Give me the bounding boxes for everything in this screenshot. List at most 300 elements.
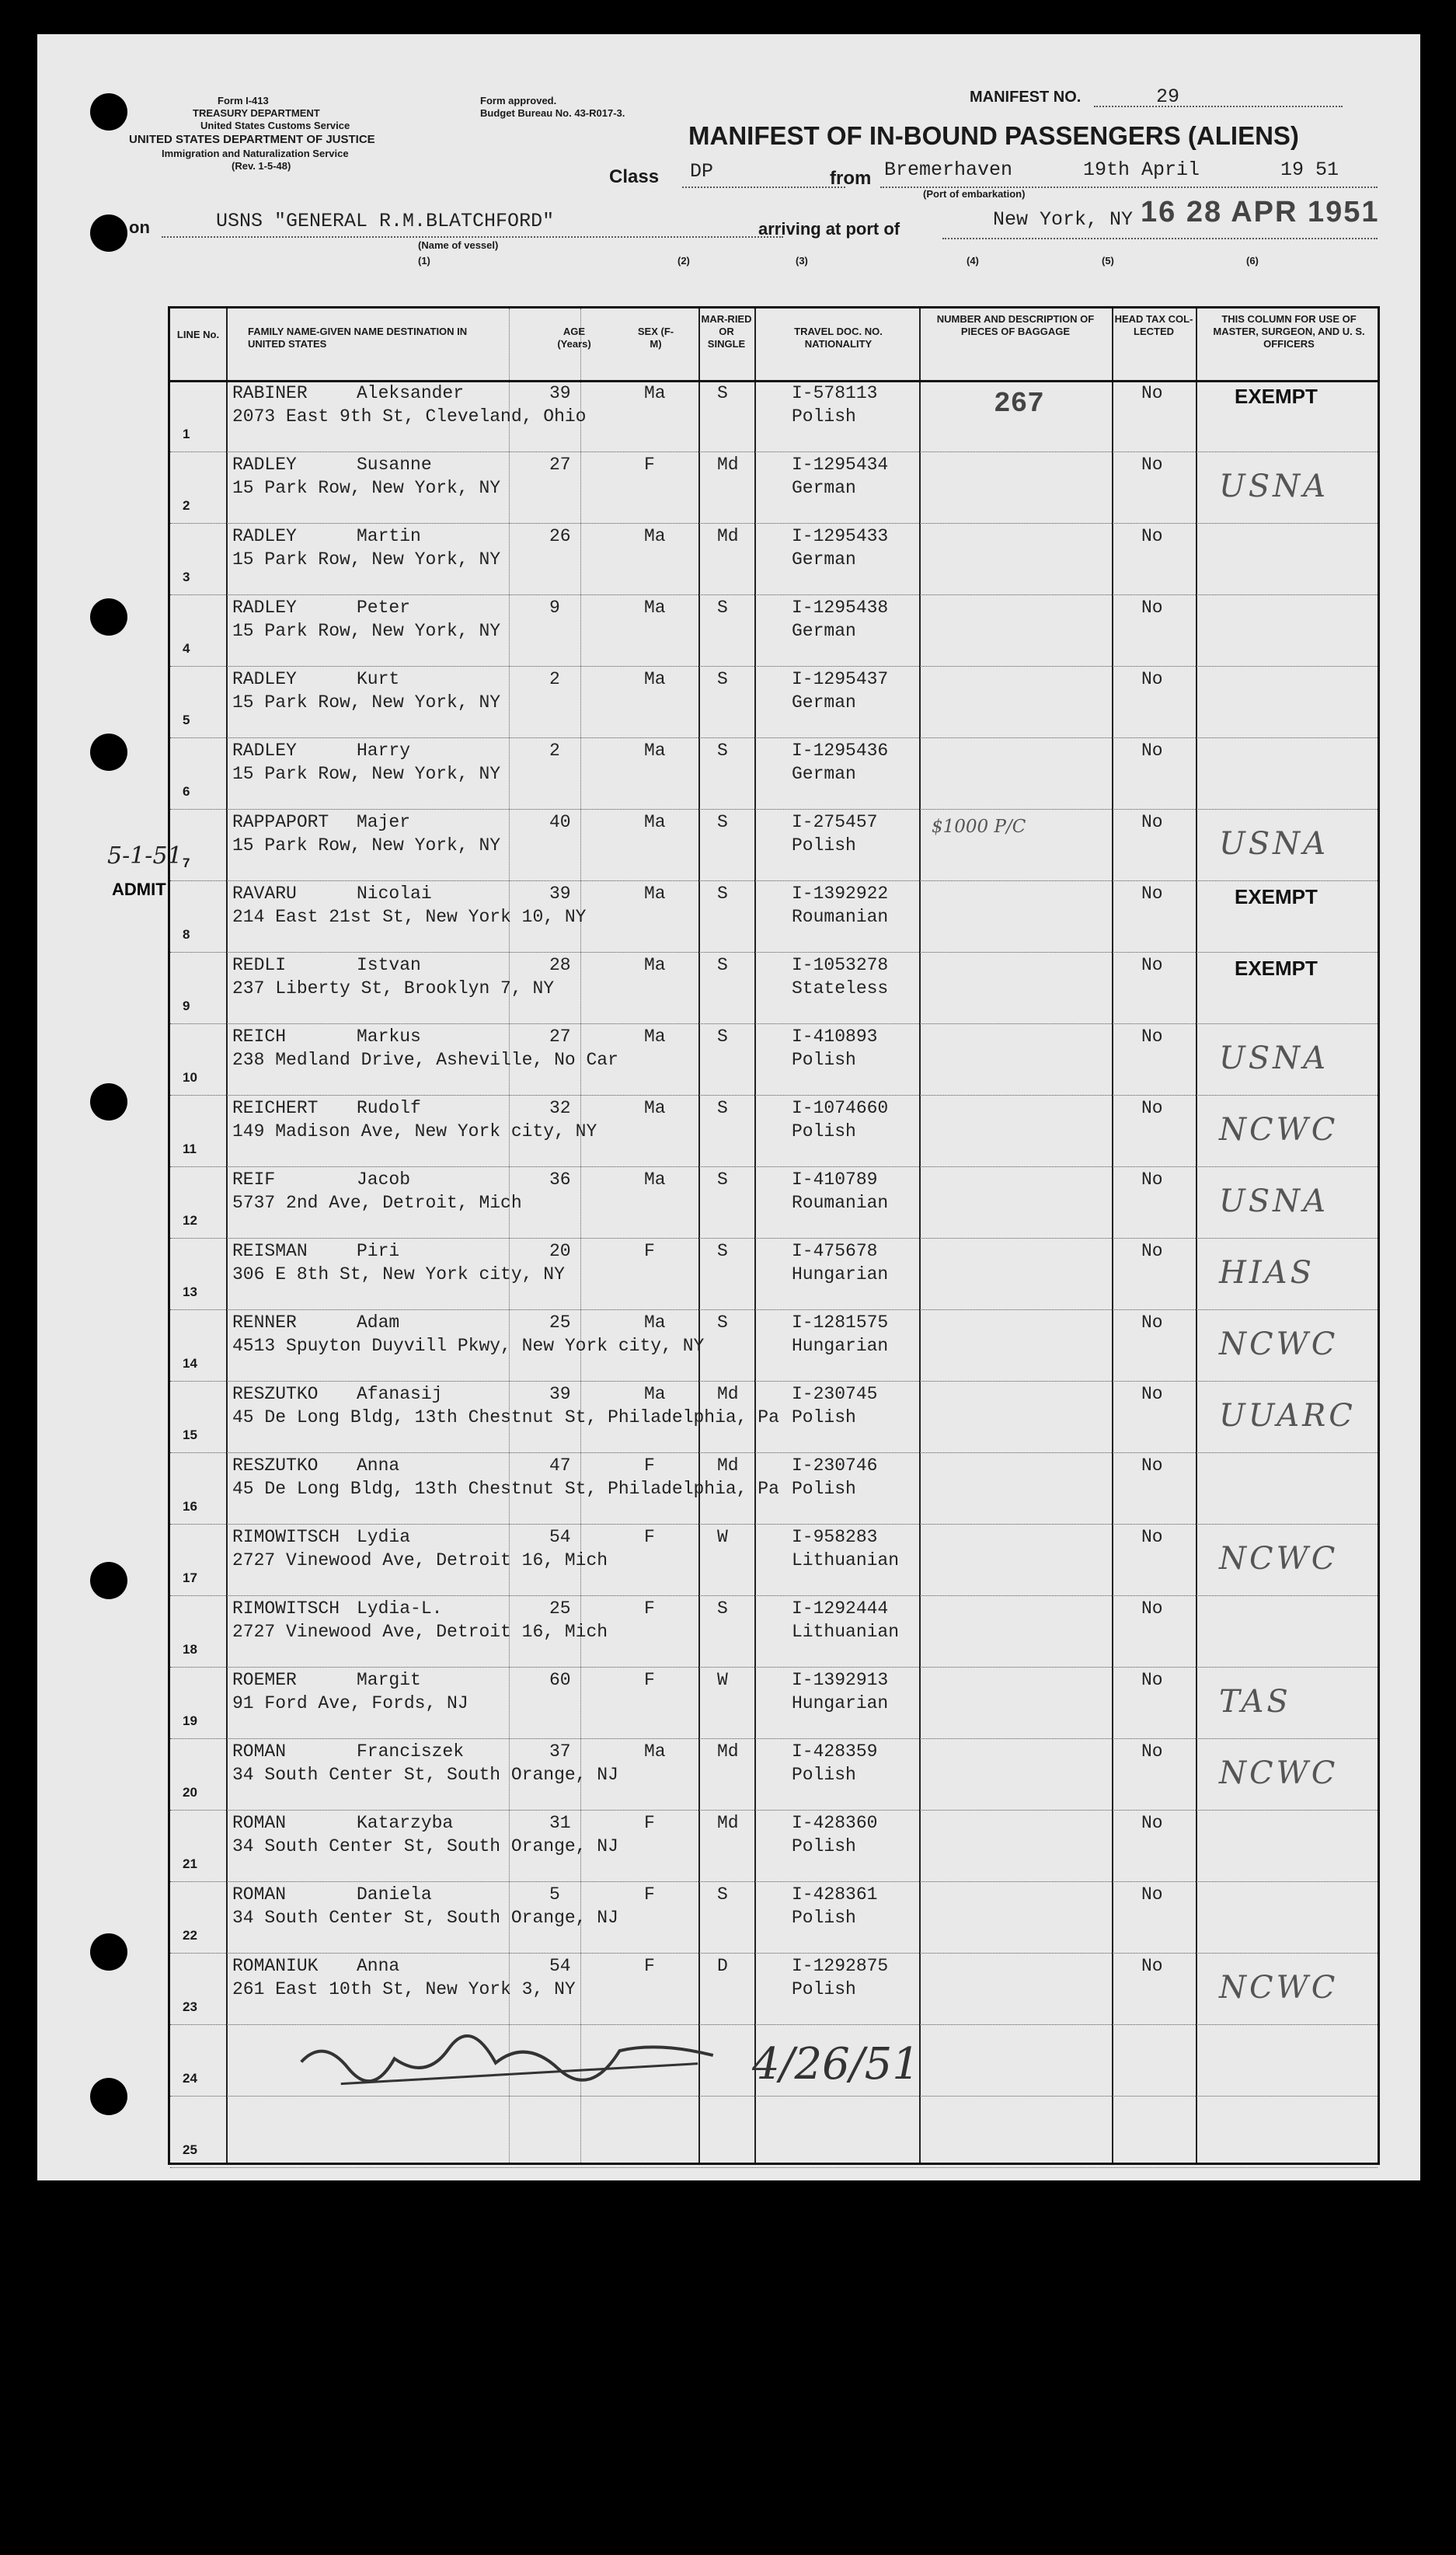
given-name: Susanne (357, 455, 432, 475)
table-row (170, 1095, 1378, 1166)
marital-status: S (717, 1027, 728, 1047)
nationality: Polish (792, 1407, 856, 1427)
table-row (170, 594, 1378, 666)
head-tax: No (1141, 526, 1163, 546)
sex: F (644, 1670, 655, 1690)
age: 2 (549, 741, 560, 761)
family-name: ROEMER (232, 1670, 297, 1690)
officer-annotation: EXEMPT (1235, 385, 1318, 408)
nationality: Stateless (792, 978, 889, 999)
line-number: 4 (183, 641, 190, 656)
col-num-1: (1) (418, 255, 430, 267)
line-number: 19 (183, 1713, 197, 1728)
age: 39 (549, 884, 571, 904)
head-tax: No (1141, 1098, 1163, 1118)
marital-status: Md (717, 1455, 739, 1476)
family-name: ROMANIUK (232, 1956, 319, 1976)
treasury-dept: TREASURY DEPARTMENT (193, 107, 320, 119)
justice-dept: UNITED STATES DEPARTMENT OF JUSTICE (129, 133, 375, 146)
punch-hole (90, 1562, 127, 1599)
travel-doc-no: I-428359 (792, 1741, 878, 1762)
travel-doc-no: I-410893 (792, 1027, 878, 1047)
table-row (170, 1738, 1378, 1810)
marital-status: S (717, 1598, 728, 1619)
marital-status: Md (717, 1384, 739, 1404)
sex: Ma (644, 955, 666, 975)
head-tax: No (1141, 1884, 1163, 1905)
col-num-3: (3) (796, 255, 808, 267)
nationality: Polish (792, 1121, 856, 1142)
age: 27 (549, 1027, 571, 1047)
travel-doc-no: I-1295433 (792, 526, 889, 546)
budget-bureau: Budget Bureau No. 43-R017-3. (480, 107, 625, 119)
destination: 4513 Spuyton Duyvill Pkwy, New York city, NY (232, 1336, 705, 1356)
age: 47 (549, 1455, 571, 1476)
travel-doc-no: I-1295438 (792, 598, 889, 618)
line-number: 21 (183, 1856, 197, 1871)
age: 39 (549, 383, 571, 403)
nationality: German (792, 692, 856, 713)
age: 28 (549, 955, 571, 975)
header-line-no: LINE No. (176, 329, 220, 340)
marital-status: S (717, 1098, 728, 1118)
line-number: 3 (183, 570, 190, 584)
class-label: Class (609, 166, 660, 187)
head-tax: No (1141, 383, 1163, 403)
table-row (170, 880, 1378, 952)
sex: F (644, 1527, 655, 1547)
given-name: Lydia (357, 1527, 411, 1547)
given-name: Aleksander (357, 383, 465, 403)
table-row (170, 1309, 1378, 1381)
class-value: DP (690, 160, 714, 183)
sex: Ma (644, 1169, 666, 1190)
head-tax: No (1141, 1027, 1163, 1047)
sex: F (644, 1956, 655, 1976)
sex: Ma (644, 526, 666, 546)
destination: 261 East 10th St, New York 3, NY (232, 1979, 576, 1999)
nationality: Polish (792, 1479, 856, 1499)
given-name: Lydia-L. (357, 1598, 443, 1619)
family-name: RADLEY (232, 455, 297, 475)
officer-annotation: TAS (1219, 1684, 1291, 1720)
sex: F (644, 1455, 655, 1476)
marital-status: S (717, 812, 728, 832)
nationality: Roumanian (792, 907, 889, 927)
marital-status: S (717, 383, 728, 403)
line-number: 23 (183, 1999, 197, 2014)
departure-date: 19th April (1083, 159, 1200, 181)
head-tax: No (1141, 1312, 1163, 1333)
head-tax: No (1141, 1813, 1163, 1833)
table-row (170, 1238, 1378, 1309)
col-num-2: (2) (677, 255, 690, 267)
travel-doc-no: I-475678 (792, 1241, 878, 1261)
officer-annotation: EXEMPT (1235, 957, 1318, 980)
given-name: Kurt (357, 669, 400, 689)
given-name: Anna (357, 1455, 400, 1476)
family-name: RAVARU (232, 884, 297, 904)
travel-doc-no: I-1053278 (792, 955, 889, 975)
header-head-tax: HEAD TAX COL-LECTED (1114, 313, 1193, 337)
officer-annotation: NCWC (1219, 1970, 1339, 2006)
marital-status: Md (717, 526, 739, 546)
destination: 5737 2nd Ave, Detroit, Mich (232, 1193, 522, 1213)
punch-hole (90, 1083, 127, 1121)
from-port: Bremerhaven (884, 159, 1013, 181)
marital-status: S (717, 1312, 728, 1333)
line-number: 12 (183, 1213, 197, 1228)
given-name: Margit (357, 1670, 421, 1690)
nationality: German (792, 478, 856, 498)
given-name: Majer (357, 812, 411, 832)
family-name: RESZUTKO (232, 1384, 319, 1404)
marital-status: W (717, 1670, 728, 1690)
age: 31 (549, 1813, 571, 1833)
head-tax: No (1141, 1670, 1163, 1690)
manifest-no-line (1094, 106, 1343, 107)
destination: 2073 East 9th St, Cleveland, Ohio (232, 406, 587, 427)
col-num-4: (4) (967, 255, 979, 267)
sex: Ma (644, 598, 666, 618)
destination: 149 Madison Ave, New York city, NY (232, 1121, 597, 1142)
line-number: 1 (183, 427, 190, 441)
given-name: Istvan (357, 955, 421, 975)
sex: Ma (644, 741, 666, 761)
given-name: Afanasij (357, 1384, 443, 1404)
age: 26 (549, 526, 571, 546)
head-tax: No (1141, 1384, 1163, 1404)
officer-annotation: NCWC (1219, 1112, 1339, 1148)
destination: 306 E 8th St, New York city, NY (232, 1264, 565, 1284)
line-number: 13 (183, 1284, 197, 1299)
head-tax: No (1141, 1455, 1163, 1476)
nationality: Hungarian (792, 1336, 889, 1356)
head-tax: No (1141, 1598, 1163, 1619)
on-label: on (129, 218, 150, 237)
line-number: 6 (183, 784, 190, 799)
family-name: ROMAN (232, 1741, 287, 1762)
family-name: RADLEY (232, 526, 297, 546)
travel-doc-no: I-1295437 (792, 669, 889, 689)
age: 9 (549, 598, 560, 618)
given-name: Piri (357, 1241, 400, 1261)
ins-service: Immigration and Naturalization Service (162, 148, 349, 159)
baggage-count: 267 (994, 388, 1044, 420)
table-row (170, 451, 1378, 523)
head-tax: No (1141, 812, 1163, 832)
destination: 238 Medland Drive, Asheville, No Car (232, 1050, 618, 1070)
sex: F (644, 1598, 655, 1619)
line-number: 16 (183, 1499, 197, 1514)
punch-hole (90, 734, 127, 771)
customs-service: United States Customs Service (200, 120, 350, 131)
line-number: 18 (183, 1642, 197, 1657)
table-row (170, 1524, 1378, 1595)
header-officers: THIS COLUMN FOR USE OF MASTER, SURGEON, AND U. S. OFFICERS (1213, 313, 1365, 350)
marital-status: D (717, 1956, 728, 1976)
punch-hole (90, 2078, 127, 2115)
family-name: RADLEY (232, 741, 297, 761)
line-number: 15 (183, 1427, 197, 1442)
line-number: 7 (183, 856, 190, 870)
travel-doc-no: I-1281575 (792, 1312, 889, 1333)
destination: 45 De Long Bldg, 13th Chestnut St, Philadelphia, Pa (232, 1407, 779, 1427)
nationality: German (792, 621, 856, 641)
sex: Ma (644, 1312, 666, 1333)
marital-status: S (717, 884, 728, 904)
passenger-table (168, 306, 1380, 2165)
officer-annotation: EXEMPT (1235, 885, 1318, 908)
given-name: Nicolai (357, 884, 432, 904)
nationality: Roumanian (792, 1193, 889, 1213)
line-number: 25 (183, 2142, 197, 2157)
head-tax: No (1141, 884, 1163, 904)
destination: 34 South Center St, South Orange, NJ (232, 1908, 618, 1928)
officer-annotation: UUARC (1219, 1398, 1356, 1434)
sex: Ma (644, 1027, 666, 1047)
head-tax: No (1141, 1169, 1163, 1190)
given-name: Franciszek (357, 1741, 465, 1762)
manifest-title: MANIFEST OF IN-BOUND PASSENGERS (ALIENS) (688, 121, 1299, 150)
family-name: RAPPAPORT (232, 812, 329, 832)
marital-status: S (717, 669, 728, 689)
line-number: 11 (183, 1142, 197, 1156)
marital-status: S (717, 741, 728, 761)
nationality: Lithuanian (792, 1550, 900, 1570)
officer-annotation: USNA (1219, 1040, 1329, 1076)
travel-doc-no: I-230746 (792, 1455, 878, 1476)
family-name: RIMOWITSCH (232, 1598, 340, 1619)
nationality: Polish (792, 1979, 856, 1999)
table-row (170, 1881, 1378, 1953)
destination: 2727 Vinewood Ave, Detroit 16, Mich (232, 1550, 608, 1570)
head-tax: No (1141, 669, 1163, 689)
nationality: Polish (792, 1836, 856, 1856)
destination: 45 De Long Bldg, 13th Chestnut St, Philadelphia, Pa (232, 1479, 779, 1499)
header-name-dest: FAMILY NAME-GIVEN NAME DESTINATION IN UNITED STATES (248, 326, 468, 350)
travel-doc-no: I-1295434 (792, 455, 889, 475)
travel-doc-no: I-428361 (792, 1884, 878, 1905)
destination: 214 East 21st St, New York 10, NY (232, 907, 587, 927)
revision: (Rev. 1-5-48) (232, 160, 291, 172)
table-row (170, 1381, 1378, 1452)
table-row (170, 1595, 1378, 1667)
marital-status: Md (717, 455, 739, 475)
table-row (170, 1810, 1378, 1881)
destination: 15 Park Row, New York, NY (232, 478, 501, 498)
line-number: 9 (183, 999, 190, 1013)
marital-status: S (717, 955, 728, 975)
head-tax: No (1141, 455, 1163, 475)
marital-status: S (717, 598, 728, 618)
given-name: Katarzyba (357, 1813, 454, 1833)
family-name: RESZUTKO (232, 1455, 319, 1476)
header-baggage: NUMBER AND DESCRIPTION OF PIECES OF BAGGAGE (936, 313, 1095, 337)
table-row (170, 380, 1378, 451)
travel-doc-no: I-428360 (792, 1813, 878, 1833)
nationality: Polish (792, 1765, 856, 1785)
punch-hole (90, 93, 127, 131)
travel-doc-no: I-1392922 (792, 884, 889, 904)
officer-annotation: HIAS (1219, 1255, 1315, 1291)
punch-hole (90, 598, 127, 636)
travel-doc-no: I-230745 (792, 1384, 878, 1404)
given-name: Harry (357, 741, 411, 761)
nationality: German (792, 549, 856, 570)
travel-doc-no: I-1392913 (792, 1670, 889, 1690)
nationality: Polish (792, 1050, 856, 1070)
class-line (682, 186, 845, 188)
sex: Ma (644, 669, 666, 689)
nationality: Polish (792, 835, 856, 856)
age: 36 (549, 1169, 571, 1190)
header-sex: SEX (F-M) (637, 326, 674, 350)
sex: Ma (644, 1741, 666, 1762)
nationality: German (792, 764, 856, 784)
table-row (170, 1953, 1378, 2024)
punch-hole (90, 1933, 127, 1971)
vessel-name: USNS "GENERAL R.M.BLATCHFORD" (216, 210, 555, 232)
table-row (170, 1452, 1378, 1524)
destination: 15 Park Row, New York, NY (232, 692, 501, 713)
sex: Ma (644, 1384, 666, 1404)
table-row (170, 1166, 1378, 1238)
age: 54 (549, 1527, 571, 1547)
table-row (170, 523, 1378, 594)
signature-date: 4/26/51 (752, 2039, 920, 2090)
table-row (170, 1667, 1378, 1738)
nationality: Polish (792, 1908, 856, 1928)
destination: 15 Park Row, New York, NY (232, 549, 501, 570)
family-name: REICH (232, 1027, 287, 1047)
officer-annotation: NCWC (1219, 1755, 1339, 1791)
marital-status: Md (717, 1813, 739, 1833)
header-married: MAR-RIED OR SINGLE (701, 313, 752, 350)
destination: 34 South Center St, South Orange, NJ (232, 1765, 618, 1785)
table-row (170, 952, 1378, 1023)
table-row (170, 809, 1378, 880)
family-name: RABINER (232, 383, 308, 403)
travel-doc-no: I-1292444 (792, 1598, 889, 1619)
age: 5 (549, 1884, 560, 1905)
travel-doc-no: I-1074660 (792, 1098, 889, 1118)
family-name: REISMAN (232, 1241, 308, 1261)
form-number: Form I-413 (218, 95, 269, 106)
head-tax: No (1141, 598, 1163, 618)
marital-status: Md (717, 1741, 739, 1762)
from-label: from (830, 168, 872, 189)
nationality: Hungarian (792, 1693, 889, 1713)
officer-annotation: NCWC (1219, 1541, 1339, 1577)
family-name: ROMAN (232, 1884, 287, 1905)
travel-doc-no: I-958283 (792, 1527, 878, 1547)
head-tax: No (1141, 1741, 1163, 1762)
rappaport-note: $1000 P/C (932, 817, 1026, 837)
nationality: Polish (792, 406, 856, 427)
table-row (170, 666, 1378, 737)
arrival-line (942, 238, 1378, 239)
age: 25 (549, 1312, 571, 1333)
sex: Ma (644, 383, 666, 403)
age: 2 (549, 669, 560, 689)
arrival-date-stamp: 16 28 APR 1951 (1141, 196, 1380, 228)
destination: 15 Park Row, New York, NY (232, 764, 501, 784)
age: 37 (549, 1741, 571, 1762)
manifest-number: 29 (1156, 85, 1180, 108)
family-name: RENNER (232, 1312, 297, 1333)
destination: 2727 Vinewood Ave, Detroit 16, Mich (232, 1622, 608, 1642)
destination: 15 Park Row, New York, NY (232, 621, 501, 641)
marital-status: S (717, 1169, 728, 1190)
head-tax: No (1141, 955, 1163, 975)
table-row (170, 1023, 1378, 1095)
sex: Ma (644, 884, 666, 904)
sex: Ma (644, 812, 666, 832)
line-number: 5 (183, 713, 190, 727)
vessel-line (162, 236, 783, 238)
col-num-5: (5) (1102, 255, 1114, 267)
port-embark-note: (Port of embarkation) (923, 188, 1026, 200)
punch-hole (90, 214, 127, 252)
line-number: 10 (183, 1070, 197, 1085)
age: 60 (549, 1670, 571, 1690)
col-num-6: (6) (1246, 255, 1259, 267)
form-approved: Form approved. (480, 95, 557, 106)
given-name: Martin (357, 526, 421, 546)
officer-annotation: USNA (1219, 826, 1329, 862)
travel-doc-no: I-1295436 (792, 741, 889, 761)
given-name: Jacob (357, 1169, 411, 1190)
age: 32 (549, 1098, 571, 1118)
nationality: Hungarian (792, 1264, 889, 1284)
arriving-label: arriving at port of (758, 219, 900, 239)
family-name: RADLEY (232, 598, 297, 618)
line-number: 14 (183, 1356, 197, 1371)
sex: F (644, 1241, 655, 1261)
destination: 15 Park Row, New York, NY (232, 835, 501, 856)
family-name: RADLEY (232, 669, 297, 689)
table-row (170, 737, 1378, 809)
family-name: REDLI (232, 955, 287, 975)
line-number: 24 (183, 2071, 197, 2086)
destination: 91 Ford Ave, Fords, NJ (232, 1693, 468, 1713)
arrival-port: New York, NY (993, 208, 1134, 231)
vessel-note: (Name of vessel) (418, 239, 499, 251)
given-name: Rudolf (357, 1098, 421, 1118)
officer-annotation: USNA (1219, 1183, 1329, 1219)
destination: 237 Liberty St, Brooklyn 7, NY (232, 978, 555, 999)
head-tax: No (1141, 1241, 1163, 1261)
given-name: Adam (357, 1312, 400, 1333)
sex: F (644, 455, 655, 475)
given-name: Anna (357, 1956, 400, 1976)
family-name: ROMAN (232, 1813, 287, 1833)
travel-doc-no: I-410789 (792, 1169, 878, 1190)
destination: 34 South Center St, South Orange, NJ (232, 1836, 618, 1856)
age: 39 (549, 1384, 571, 1404)
signature-scribble (292, 2016, 730, 2100)
margin-date: 5-1-51 (107, 842, 183, 870)
head-tax: No (1141, 1956, 1163, 1976)
family-name: RIMOWITSCH (232, 1527, 340, 1547)
officer-annotation: USNA (1219, 469, 1329, 504)
header-age: AGE (Years) (557, 326, 591, 350)
age: 20 (549, 1241, 571, 1261)
line-number: 20 (183, 1785, 197, 1800)
age: 40 (549, 812, 571, 832)
travel-doc-no: I-275457 (792, 812, 878, 832)
